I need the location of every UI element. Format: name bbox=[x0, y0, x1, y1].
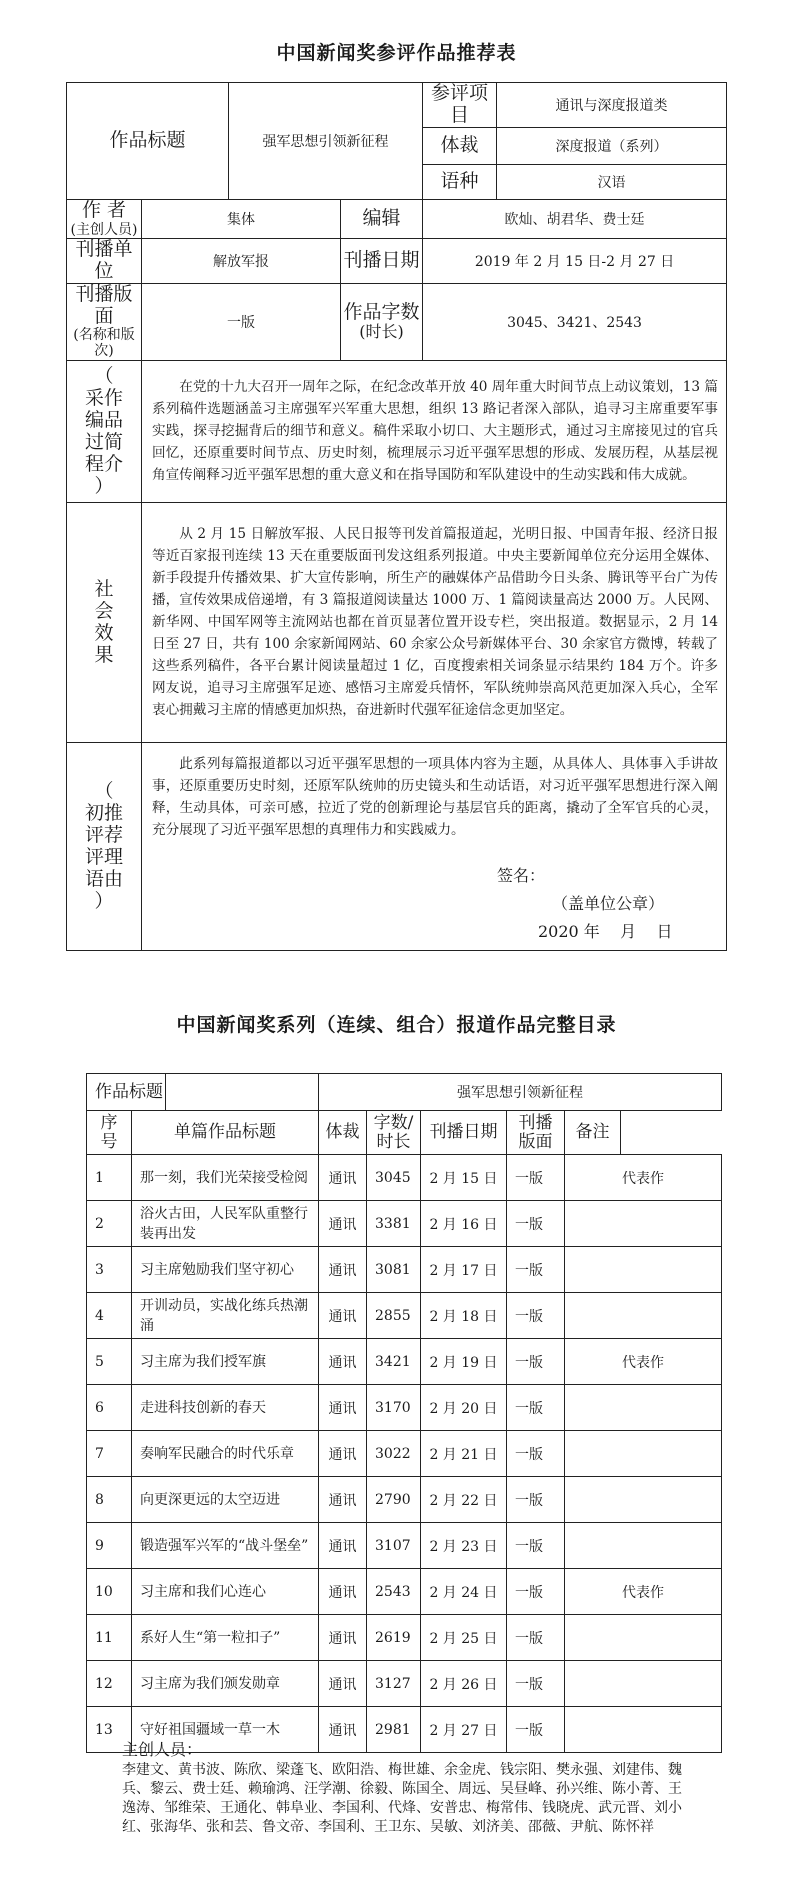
cell-no: 5 bbox=[87, 1339, 132, 1385]
cell-page: 一版 bbox=[507, 1339, 565, 1385]
cell-date: 2 月 20 日 bbox=[421, 1385, 507, 1431]
cell-title: 浴火古田，人民军队重整行装再出发 bbox=[132, 1201, 319, 1247]
cell-date: 2 月 21 日 bbox=[421, 1431, 507, 1477]
author-value: 集体 bbox=[142, 199, 341, 238]
effect-text: 从 2 月 15 日解放军报、人民日报等刊发首篇报道起，光明日报、中国青年报、经济日报等近百家报刊连续 13 天在重要版面刊发这组系列报道。中央主要新闻单位充分运用全媒体、新手段提升传播效果、扩大宣传影响，所生产的融媒体产品借助今日头条、腾讯等平台广为传播，宣传效果成倍递增，有 3 篇报道阅读量达 1000 万、1 篇阅读量高达 2000 万。人民网、新华网、中国军网等主流网站也都在首页显著位置开设专栏，突出报道。数据显示，2 月 14 日至 27 日，共有 100 余家新闻网站、60 余家公众号新媒体平台、30 余家官方微博，转载了这些系列稿件，各平台累计阅读量超过 1 亿，百度搜索相关词条显示结果约 184 万个。许多网友说，追寻习主席强军足迹、感悟习主席爱兵情怀，军队统帅崇高风范更加深入兵心，全军衷心拥戴习主席的情感更加炽热，奋进新时代强军征途信念更加坚定。 bbox=[142, 502, 727, 742]
cell-date: 2 月 18 日 bbox=[421, 1293, 507, 1339]
cell-note bbox=[565, 1523, 722, 1569]
cell-title: 习主席为我们颁发勋章 bbox=[132, 1661, 319, 1707]
cell-words: 3127 bbox=[367, 1661, 421, 1707]
cell-words: 2790 bbox=[367, 1477, 421, 1523]
date-value: 2019 年 2 月 15 日-2 月 27 日 bbox=[423, 238, 727, 283]
cell-title: 系好人生“第一粒扣子” bbox=[132, 1615, 319, 1661]
cell-note bbox=[565, 1615, 722, 1661]
cell-title: 锻造强军兴军的“战斗堡垒” bbox=[132, 1523, 319, 1569]
cell-title: 开训动员，实战化练兵热潮涌 bbox=[132, 1293, 319, 1339]
page-value: 一版 bbox=[142, 283, 341, 360]
language-label: 语种 bbox=[423, 164, 497, 199]
header-note: 备注 bbox=[565, 1111, 621, 1155]
cell-words: 3381 bbox=[367, 1201, 421, 1247]
table-row bbox=[87, 1247, 722, 1293]
header-genre: 体裁 bbox=[319, 1111, 367, 1155]
cell-page: 一版 bbox=[507, 1247, 565, 1293]
cell-words: 3170 bbox=[367, 1385, 421, 1431]
catalog-work-title-label: 作品标题 bbox=[87, 1074, 319, 1111]
author-label: 作 者 (主创人员) bbox=[67, 199, 142, 238]
cell-note bbox=[565, 1247, 722, 1293]
cell-date: 2 月 17 日 bbox=[421, 1247, 507, 1293]
words-value: 3045、3421、2543 bbox=[423, 283, 727, 360]
review-cell bbox=[142, 742, 727, 950]
cell-note: 代表作 bbox=[565, 1339, 722, 1385]
header-page: 刊播 版面 bbox=[507, 1111, 565, 1155]
cell-no: 11 bbox=[87, 1615, 132, 1661]
table-row bbox=[87, 1431, 722, 1477]
cell-note: 代表作 bbox=[565, 1569, 722, 1615]
cell-page: 一版 bbox=[507, 1661, 565, 1707]
cell-title: 那一刻，我们光荣接受检阅 bbox=[132, 1155, 319, 1201]
catalog-work-title-value: 强军思想引领新征程 bbox=[319, 1074, 722, 1111]
cell-note bbox=[565, 1477, 722, 1523]
cell-words: 2543 bbox=[367, 1569, 421, 1615]
work-title-value: 强军思想引领新征程 bbox=[229, 83, 423, 200]
table-row bbox=[87, 1569, 722, 1615]
cell-title: 奏响军民融合的时代乐章 bbox=[132, 1431, 319, 1477]
cell-no: 1 bbox=[87, 1155, 132, 1201]
table-row bbox=[87, 1385, 722, 1431]
cell-title: 向更深更远的太空迈进 bbox=[132, 1477, 319, 1523]
cell-date: 2 月 16 日 bbox=[421, 1201, 507, 1247]
cell-words: 3022 bbox=[367, 1431, 421, 1477]
header-words: 字数/ 时长 bbox=[367, 1111, 421, 1155]
cell-words: 2981 bbox=[367, 1707, 421, 1753]
cell-date: 2 月 27 日 bbox=[421, 1707, 507, 1753]
cell-no: 6 bbox=[87, 1385, 132, 1431]
cell-page: 一版 bbox=[507, 1477, 565, 1523]
effect-label: 社 会 效 果 bbox=[67, 502, 142, 742]
review-text: 此系列每篇报道都以习近平强军思想的一项具体内容为主题，从具体人、具体事入手讲故事，还原重要历史时刻，还原军队统帅的历史镜头和生动话语，对习近平强军思想进行深入阐释，生动具体，可亲可感，拉近了党的创新理论与基层官兵的距离，撬动了全军官兵的心灵，充分展现了习近平强军思想的真理伟力和实践威力。 bbox=[152, 755, 719, 838]
cell-date: 2 月 26 日 bbox=[421, 1661, 507, 1707]
table-row bbox=[87, 1201, 722, 1247]
editor-label: 编辑 bbox=[341, 199, 423, 238]
cell-no: 12 bbox=[87, 1661, 132, 1707]
genre-label: 体裁 bbox=[423, 127, 497, 164]
cell-words: 3045 bbox=[367, 1155, 421, 1201]
catalog-title: 中国新闻奖系列（连续、组合）报道作品完整目录 bbox=[176, 1014, 617, 1036]
header-date: 刊播日期 bbox=[421, 1111, 507, 1155]
credits-heading: 主创人员： bbox=[122, 1740, 203, 1759]
cell-date: 2 月 15 日 bbox=[421, 1155, 507, 1201]
form-title: 中国新闻奖参评作品推荐表 bbox=[276, 42, 517, 64]
cell-genre: 通讯 bbox=[319, 1569, 367, 1615]
category-label: 参评项目 bbox=[423, 83, 497, 128]
date-label: 刊播日期 bbox=[341, 238, 423, 283]
cell-page: 一版 bbox=[507, 1293, 565, 1339]
cell-genre: 通讯 bbox=[319, 1339, 367, 1385]
cell-no: 2 bbox=[87, 1201, 132, 1247]
cell-genre: 通讯 bbox=[319, 1615, 367, 1661]
cell-words: 2619 bbox=[367, 1615, 421, 1661]
cell-page: 一版 bbox=[507, 1523, 565, 1569]
cell-no: 7 bbox=[87, 1431, 132, 1477]
cell-title: 走进科技创新的春天 bbox=[132, 1385, 319, 1431]
process-text: 在党的十九大召开一周年之际，在纪念改革开放 40 周年重大时间节点上动议策划，13 篇系列稿件选题涵盖习主席强军兴军重大思想，组织 13 路记者深入部队，追寻习主席重要军事实践，探寻挖掘背后的细节和意义。稿件采取小切口、大主题形式，通过习主席接见过的官兵回忆，还原重要时间节点、历史时刻，梳理展示习近平强军思想的形成、发展历程，从基层视角宣传阐释习近平强军思想的重大意义和在指导国防和军队建设中的生动实践和伟大成就。 bbox=[142, 360, 727, 502]
cell-page: 一版 bbox=[507, 1385, 565, 1431]
cell-genre: 通讯 bbox=[319, 1155, 367, 1201]
cell-note bbox=[565, 1431, 722, 1477]
table-row bbox=[87, 1661, 722, 1707]
cell-no: 9 bbox=[87, 1523, 132, 1569]
cell-no: 10 bbox=[87, 1569, 132, 1615]
cell-no: 4 bbox=[87, 1293, 132, 1339]
editor-value: 欧灿、胡君华、费士廷 bbox=[423, 199, 727, 238]
cell-words: 3421 bbox=[367, 1339, 421, 1385]
genre-value: 深度报道（系列） bbox=[497, 127, 727, 164]
cell-page: 一版 bbox=[507, 1707, 565, 1753]
cell-genre: 通讯 bbox=[319, 1707, 367, 1753]
review-label: （ 初推 评荐 评理 语由 ） bbox=[67, 742, 142, 950]
table-row bbox=[87, 1523, 722, 1569]
cell-genre: 通讯 bbox=[319, 1523, 367, 1569]
recommendation-form bbox=[66, 82, 727, 951]
seal-note: （盖单位公章） bbox=[552, 893, 665, 913]
cell-genre: 通讯 bbox=[319, 1247, 367, 1293]
publisher-label: 刊播单位 bbox=[67, 238, 142, 283]
publisher-value: 解放军报 bbox=[142, 238, 341, 283]
catalog-table bbox=[86, 1073, 722, 1753]
cell-title: 习主席勉励我们坚守初心 bbox=[132, 1247, 319, 1293]
cell-date: 2 月 23 日 bbox=[421, 1523, 507, 1569]
header-title: 单篇作品标题 bbox=[132, 1111, 319, 1155]
process-label: （ 采作 编品 过简 程介 ） bbox=[67, 360, 142, 502]
cell-note bbox=[565, 1293, 722, 1339]
cell-note bbox=[565, 1661, 722, 1707]
cell-genre: 通讯 bbox=[319, 1293, 367, 1339]
page-label: 刊播版面 (名称和版次) bbox=[67, 283, 142, 360]
credits bbox=[122, 1740, 682, 1837]
table-row bbox=[87, 1155, 722, 1201]
cell-title: 习主席为我们授军旗 bbox=[132, 1339, 319, 1385]
table-row bbox=[87, 1477, 722, 1523]
cell-no: 8 bbox=[87, 1477, 132, 1523]
table-row bbox=[87, 1293, 722, 1339]
cell-title: 习主席和我们心连心 bbox=[132, 1569, 319, 1615]
cell-page: 一版 bbox=[507, 1615, 565, 1661]
cell-words: 3107 bbox=[367, 1523, 421, 1569]
cell-date: 2 月 24 日 bbox=[421, 1569, 507, 1615]
cell-words: 3081 bbox=[367, 1247, 421, 1293]
cell-genre: 通讯 bbox=[319, 1431, 367, 1477]
cell-date: 2 月 22 日 bbox=[421, 1477, 507, 1523]
cell-genre: 通讯 bbox=[319, 1661, 367, 1707]
words-label: 作品字数 (时长) bbox=[341, 283, 423, 360]
cell-words: 2855 bbox=[367, 1293, 421, 1339]
signature-date: 2020 年 月 日 bbox=[538, 921, 673, 941]
cell-genre: 通讯 bbox=[319, 1201, 367, 1247]
cell-genre: 通讯 bbox=[319, 1385, 367, 1431]
table-row bbox=[87, 1615, 722, 1661]
cell-page: 一版 bbox=[507, 1431, 565, 1477]
table-row bbox=[87, 1339, 722, 1385]
cell-genre: 通讯 bbox=[319, 1477, 367, 1523]
cell-no: 3 bbox=[87, 1247, 132, 1293]
category-value: 通讯与深度报道类 bbox=[497, 83, 727, 128]
work-title-label: 作品标题 bbox=[67, 83, 229, 200]
cell-note bbox=[565, 1385, 722, 1431]
cell-page: 一版 bbox=[507, 1155, 565, 1201]
cell-date: 2 月 25 日 bbox=[421, 1615, 507, 1661]
credits-names: 李建文、黄书波、陈欣、梁蓬飞、欧阳浩、梅世雄、余金虎、钱宗阳、樊永强、刘建伟、魏兵、黎云、费士廷、赖瑜鸿、汪学潮、徐毅、陈国全、周远、吴昼峰、孙兴维、陈小菁、王逸涛、邹维荣、王通化、韩阜业、李国利、代烽、安普忠、梅常伟、钱晓虎、武元晋、刘小红、张海华、张和芸、鲁文帝、李国利、王卫东、吴敏、刘济美、邵薇、尹航、陈怀祥 bbox=[122, 1762, 682, 1835]
cell-page: 一版 bbox=[507, 1569, 565, 1615]
cell-date: 2 月 19 日 bbox=[421, 1339, 507, 1385]
header-no: 序 号 bbox=[87, 1111, 132, 1155]
cell-note: 代表作 bbox=[565, 1155, 722, 1201]
cell-note bbox=[565, 1201, 722, 1247]
cell-no: 13 bbox=[87, 1707, 132, 1753]
cell-page: 一版 bbox=[507, 1201, 565, 1247]
signature-label: 签名： bbox=[497, 865, 546, 885]
cell-title: 守好祖国疆域一草一木 bbox=[132, 1707, 319, 1753]
language-value: 汉语 bbox=[497, 164, 727, 199]
